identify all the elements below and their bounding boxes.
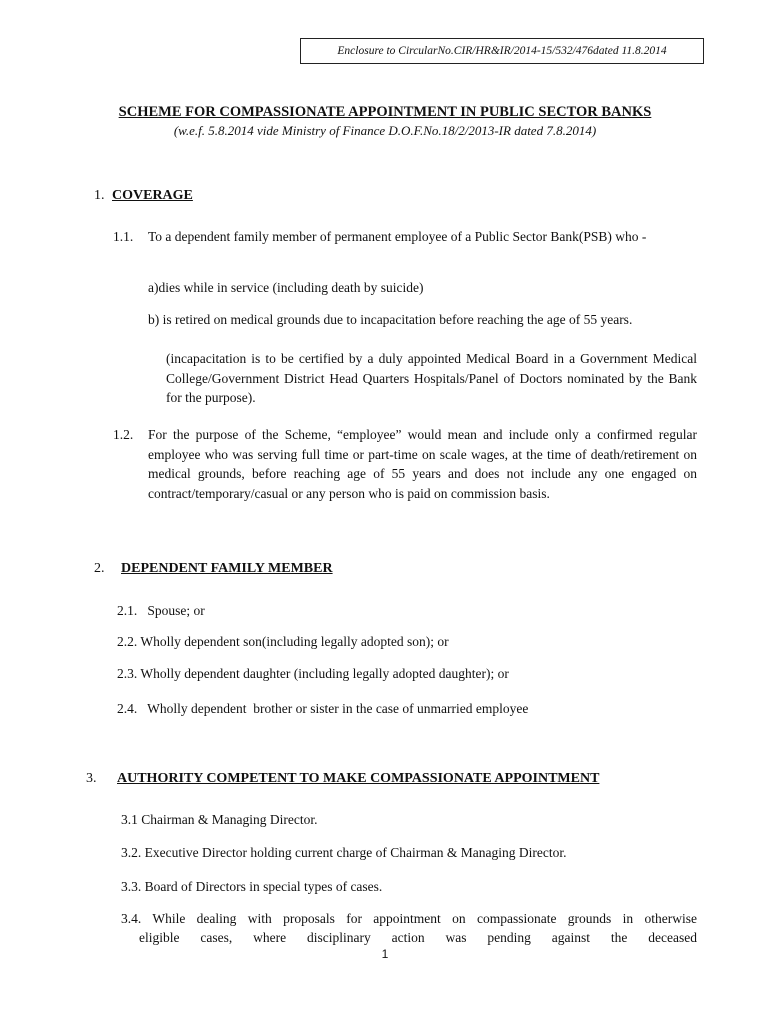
clause-1-1-number: 1.1. — [113, 229, 134, 244]
clause-2-1: 2.1. Spouse; or — [117, 603, 205, 618]
clause-3-1: 3.1 Chairman & Managing Director. — [121, 812, 318, 827]
clause-1-2-text: For the purpose of the Scheme, “employee” would mean and include only a confirmed regular employee who was serving full time or part-time on scale wages, at the time of death/retirement on medical grounds, before reaching age of 55 years and does not include any one engaged on contract/temporary/casual or any person who is paid on commission basis. — [148, 427, 697, 501]
section-1-heading: COVERAGE — [112, 188, 193, 203]
page-number: 1 — [381, 947, 389, 961]
clause-3-4-line-1: 3.4. While dealing with proposals for appointment on compassionate grounds in otherwise — [121, 911, 697, 926]
clause-1-1-b-note: (incapacitation is to be certified by a duly appointed Medical Board in a Government Medical College/Government District Head Quarters Hospitals/Panel of Doctors nominated by the Bank for the purpose). — [166, 351, 697, 405]
clause-3-4-line-2: eligible cases, where disciplinary action was pending against the deceased — [139, 930, 697, 945]
clause-2-2: 2.2. Wholly dependent son(including legally adopted son); or — [117, 634, 449, 649]
clause-2-4: 2.4. Wholly dependent brother or sister in the case of unmarried employee — [117, 701, 529, 716]
section-1-number: 1. — [94, 188, 105, 203]
section-3-heading: AUTHORITY COMPETENT TO MAKE COMPASSIONATE APPOINTMENT — [117, 771, 600, 786]
clause-2-3: 2.3. Wholly dependent daughter (including legally adopted daughter); or — [117, 666, 509, 681]
clause-1-1-a: a)dies while in service (including death by suicide) — [148, 280, 424, 295]
section-3-number: 3. — [86, 771, 97, 786]
clause-1-2-number: 1.2. — [113, 427, 134, 442]
enclosure-reference-box — [300, 38, 704, 64]
clause-3-2: 3.2. Executive Director holding current charge of Chairman & Managing Director. — [121, 845, 567, 860]
document-title: SCHEME FOR COMPASSIONATE APPOINTMENT IN PUBLIC SECTOR BANKS — [118, 104, 652, 120]
enclosure-reference: Enclosure to CircularNo.CIR/HR&IR/2014-15/532/476dated 11.8.2014 — [337, 45, 667, 57]
document-subtitle: (w.e.f. 5.8.2014 vide Ministry of Finance D.O.F.No.18/2/2013-IR dated 7.8.2014) — [173, 123, 597, 138]
clause-3-3: 3.3. Board of Directors in special types of cases. — [121, 879, 383, 894]
section-2-heading: DEPENDENT FAMILY MEMBER — [121, 561, 333, 576]
clause-1-1-b: b) is retired on medical grounds due to incapacitation before reaching the age of 55 years. — [148, 312, 633, 327]
section-2-number: 2. — [94, 561, 105, 576]
clause-1-1-text: To a dependent family member of permanent employee of a Public Sector Bank(PSB) who - — [148, 229, 647, 244]
